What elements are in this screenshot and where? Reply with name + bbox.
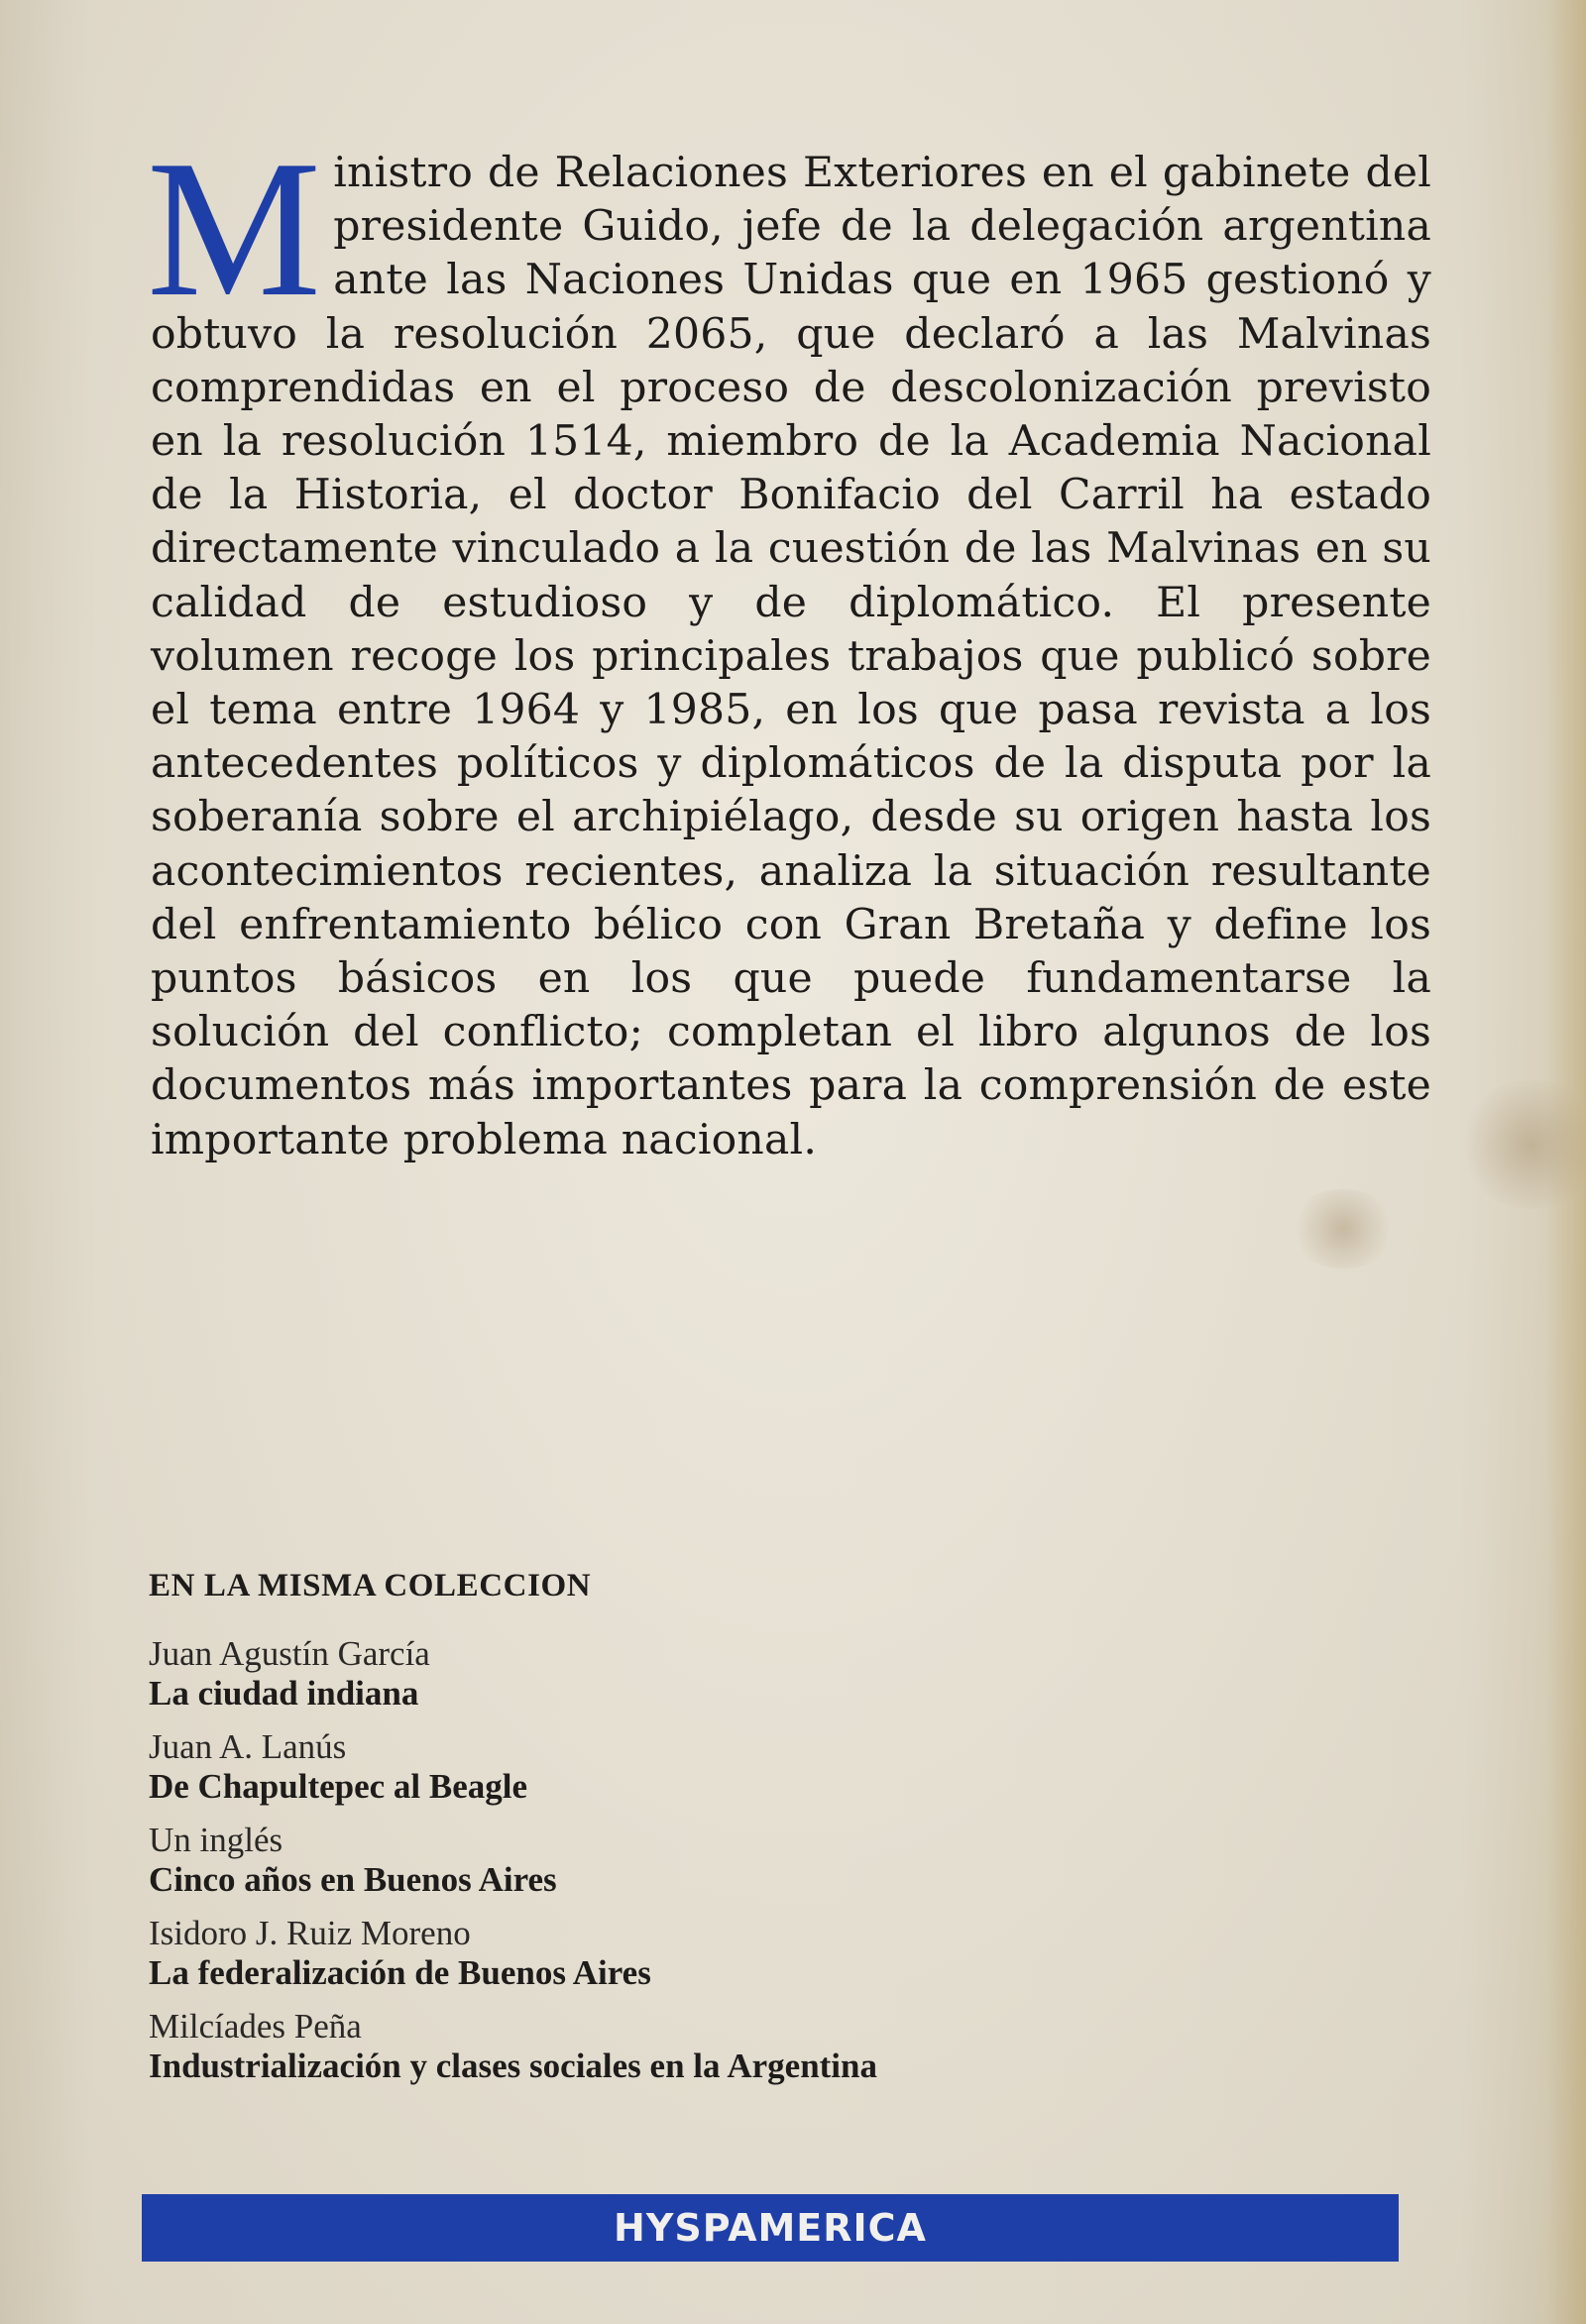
paper-stain bbox=[1289, 1189, 1398, 1269]
book-title: Cinco años en Buenos Aires bbox=[149, 1860, 557, 1899]
book-title: De Chapultepec al Beagle bbox=[149, 1767, 528, 1806]
collection-book bbox=[149, 1727, 1338, 1807]
worn-edge bbox=[1546, 0, 1586, 2324]
collection-book bbox=[149, 2007, 1338, 2086]
drop-cap: M bbox=[147, 120, 322, 337]
book-author: Juan A. Lanús bbox=[149, 1727, 347, 1766]
collection-book bbox=[149, 1914, 1338, 1993]
book-author: Isidoro J. Ruiz Moreno bbox=[149, 1914, 471, 1952]
collection-heading: EN LA MISMA COLECCION bbox=[149, 1568, 592, 1604]
collection-book bbox=[149, 1634, 1338, 1714]
publisher-bar bbox=[142, 2194, 1399, 2262]
collection-book bbox=[149, 1821, 1338, 1900]
book-author: Milcíades Peña bbox=[149, 2007, 362, 2046]
book-title: La ciudad indiana bbox=[149, 1674, 419, 1713]
book-title: Industrialización y clases sociales en la Argentina bbox=[149, 2047, 877, 2085]
blurb-paragraph bbox=[147, 120, 1431, 1167]
book-title: La federalización de Buenos Aires bbox=[149, 1953, 651, 1992]
book-author: Juan Agustín García bbox=[149, 1634, 430, 1673]
same-collection-section bbox=[149, 1568, 1338, 2100]
publisher-logo-text: HYSPAMERICA bbox=[614, 2206, 927, 2250]
book-author: Un inglés bbox=[149, 1821, 283, 1859]
blurb-text: inistro de Relaciones Exteriores en el gabinete del presidente Guido, jefe de la delegación argentina ante las Naciones Unidas que en 1965 gestionó y obtuvo la resolución 2065, que declaró a las Malvinas comprendidas en el proceso de descolonización previsto en la resolución 1514, miembro de la Academia Nacional de la Historia, el doctor Bonifacio del Carril ha estado directamente vinculado a la cuestión de las Malvinas en su calidad de estudioso y de diplomático. El presente volumen recoge los principales trabajos que publicó sobre el tema entre 1964 y 1985, en los que pasa revista a los antecedentes políticos y diplomáticos de la disputa por la soberanía sobre el archipiélago, desde su origen hasta los acontecimientos recientes, analiza la situación resultante del enfrentamiento bélico con Gran Bretaña y define los puntos básicos en los que puede fundamentarse la solución del conflicto; completan el libro algunos de los documentos más importantes para la comprensión de este importante problema nacional. bbox=[151, 149, 1431, 1164]
